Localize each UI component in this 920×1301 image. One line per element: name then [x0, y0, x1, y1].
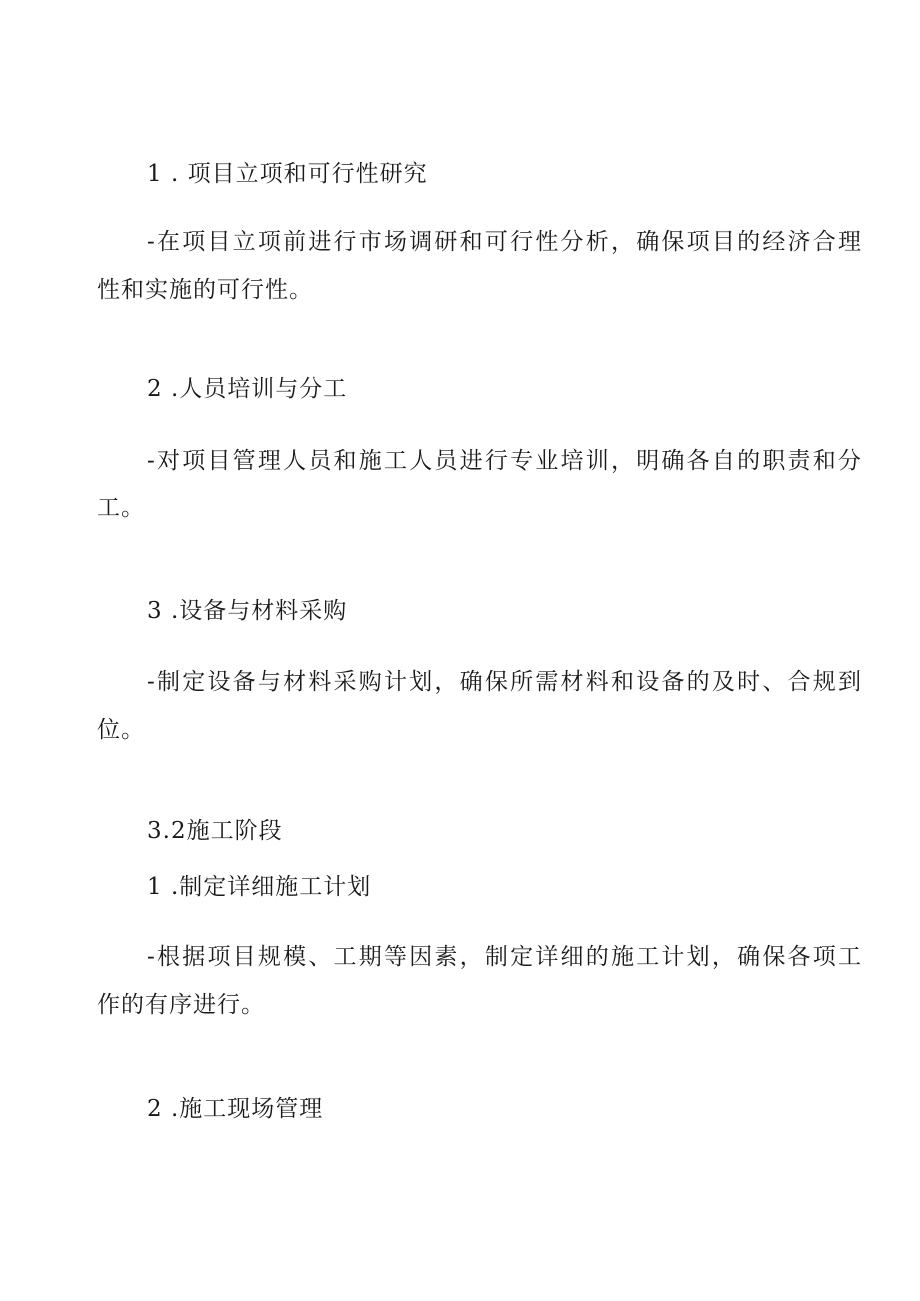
section-heading-plan: 1 .制定详细施工计划 — [147, 874, 372, 900]
section-heading-feasibility: 1 . 项目立项和可行性研究 — [147, 161, 428, 187]
section-heading-site: 2 .施工现场管理 — [147, 1096, 324, 1122]
paragraph-line: 作的有序进行。 — [97, 992, 265, 1018]
paragraph-line: -在项目立项前进行市场调研和可行性分析，确保项目的经济合理 — [147, 229, 862, 255]
phase-heading: 3.2施工阶段 — [147, 818, 283, 844]
paragraph-line: -对项目管理人员和施工人员进行专业培训，明确各自的职责和分 — [147, 448, 862, 474]
paragraph-line: 位。 — [97, 717, 145, 743]
section-heading-training: 2 .人员培训与分工 — [147, 376, 348, 402]
paragraph-line: 工。 — [97, 495, 145, 521]
paragraph-line: 性和实施的可行性。 — [97, 277, 313, 303]
paragraph-line: -根据项目规模、工期等因素，制定详细的施工计划，确保各项工 — [147, 944, 862, 970]
section-heading-procurement: 3 .设备与材料采购 — [147, 598, 348, 624]
paragraph-line: -制定设备与材料采购计划，确保所需材料和设备的及时、合规到 — [147, 669, 862, 695]
